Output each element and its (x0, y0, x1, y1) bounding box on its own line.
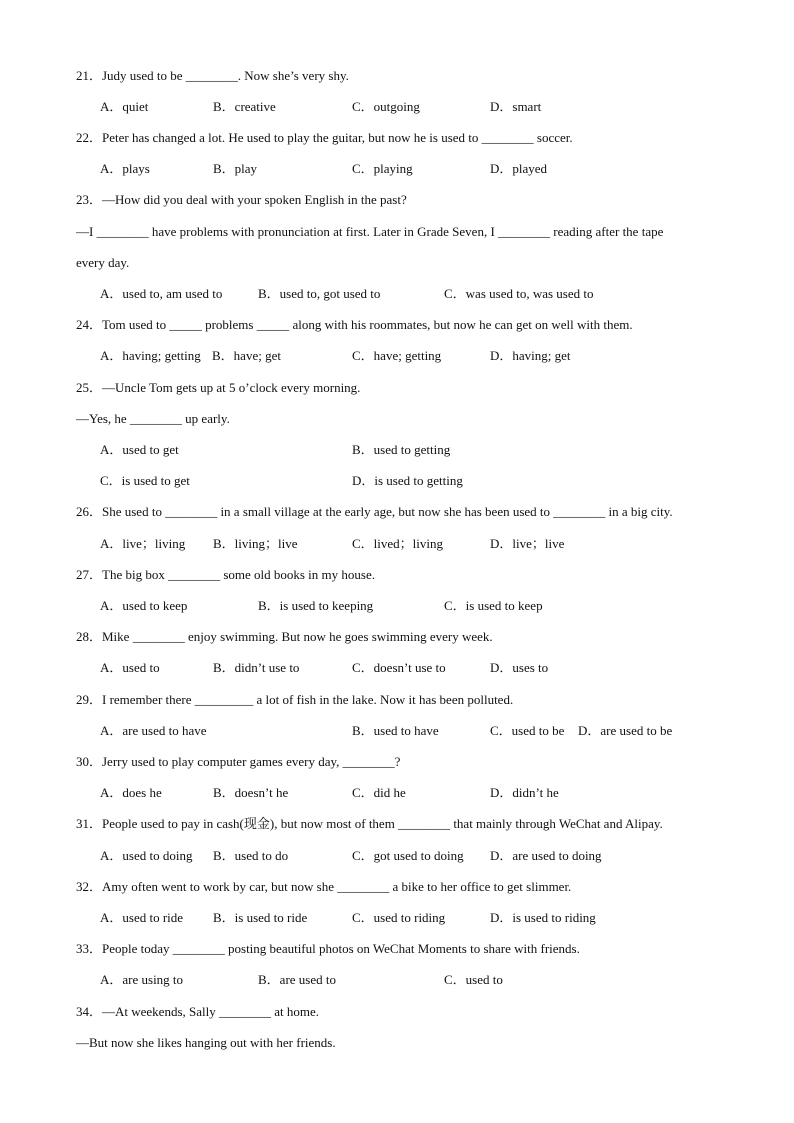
q24-option-a[interactable]: A．having; getting (100, 348, 201, 363)
question-32-stem: 32．Amy often went to work by car, but now she ________ a bike to her office to get slimmer. (76, 879, 572, 894)
question-26-stem: 26．She used to ________ in a small village at the early age, but now she has been used to ________ in a big city. (76, 504, 673, 519)
q33-option-a[interactable]: A．are using to (100, 972, 184, 987)
q25-option-d[interactable]: D．is used to getting (352, 473, 463, 488)
question-30-stem: 30．Jerry used to play computer games every day, ________? (76, 754, 401, 769)
q30-option-c[interactable]: C．did he (352, 785, 406, 800)
q25-option-c[interactable]: C．is used to get (100, 473, 190, 488)
q26-option-a[interactable]: A．live；living (100, 536, 186, 551)
q25-option-b[interactable]: B．used to getting (352, 442, 451, 457)
q30-option-d[interactable]: D．didn’t he (490, 785, 559, 800)
q25-option-a[interactable]: A．used to get (100, 442, 179, 457)
q24-option-c[interactable]: C．have; getting (352, 348, 442, 363)
q31-option-a[interactable]: A．used to doing (100, 848, 193, 863)
question-29-stem: 29．I remember there _________ a lot of fish in the lake. Now it has been polluted. (76, 692, 514, 707)
q30-option-b[interactable]: B．doesn’t he (213, 785, 289, 800)
q32-option-a[interactable]: A．used to ride (100, 910, 184, 925)
q23-option-c[interactable]: C．was used to, was used to (444, 286, 594, 301)
q22-option-a[interactable]: A．plays (100, 161, 150, 176)
question-34-stem: 34．—At weekends, Sally ________ at home. (76, 1004, 319, 1019)
q24-option-d[interactable]: D．having; get (490, 348, 571, 363)
q24-option-b[interactable]: B．have; get (212, 348, 281, 363)
q27-option-c[interactable]: C．is used to keep (444, 598, 543, 613)
question-25-stem: 25．—Uncle Tom gets up at 5 o’clock every morning. (76, 380, 361, 395)
q30-option-a[interactable]: A．does he (100, 785, 162, 800)
question-25-stem-line-2: —Yes, he ________ up early. (76, 411, 230, 426)
q28-option-b[interactable]: B．didn’t use to (213, 660, 300, 675)
q21-option-c[interactable]: C．outgoing (352, 99, 420, 114)
q29-option-b[interactable]: B．used to have (352, 723, 439, 738)
q32-option-b[interactable]: B．is used to ride (213, 910, 308, 925)
q23-option-b[interactable]: B．used to, got used to (258, 286, 381, 301)
q21-option-a[interactable]: A．quiet (100, 99, 149, 114)
q23-option-a[interactable]: A．used to, am used to (100, 286, 223, 301)
q28-option-d[interactable]: D．uses to (490, 660, 549, 675)
question-33-stem: 33．People today ________ posting beautiful photos on WeChat Moments to share with friends. (76, 941, 580, 956)
question-34-stem-line-2: —But now she likes hanging out with her friends. (76, 1035, 336, 1050)
q32-option-c[interactable]: C．used to riding (352, 910, 446, 925)
question-31-stem: 31．People used to pay in cash(现金), but now most of them ________ that mainly through WeChat and Alipay. (76, 816, 663, 831)
q28-option-c[interactable]: C．doesn’t use to (352, 660, 446, 675)
q27-option-a[interactable]: A．used to keep (100, 598, 188, 613)
question-28-stem: 28．Mike ________ enjoy swimming. But now he goes swimming every week. (76, 629, 493, 644)
q22-option-c[interactable]: C．playing (352, 161, 413, 176)
question-23-stem-line-3: every day. (76, 255, 130, 270)
q29-option-d[interactable]: D．are used to be (578, 723, 673, 738)
question-27-stem: 27．The big box ________ some old books in my house. (76, 567, 375, 582)
q31-option-b[interactable]: B．used to do (213, 848, 289, 863)
q33-option-c[interactable]: C．used to (444, 972, 503, 987)
q32-option-d[interactable]: D．is used to riding (490, 910, 596, 925)
question-21-stem: 21．Judy used to be ________. Now she’s very shy. (76, 68, 349, 83)
q26-option-c[interactable]: C．lived；living (352, 536, 444, 551)
q29-option-a[interactable]: A．are used to have (100, 723, 207, 738)
q33-option-b[interactable]: B．are used to (258, 972, 336, 987)
q22-option-d[interactable]: D．played (490, 161, 548, 176)
q22-option-b[interactable]: B．play (213, 161, 258, 176)
q31-option-c[interactable]: C．got used to doing (352, 848, 464, 863)
question-23-stem-line-2: —I ________ have problems with pronunciation at first. Later in Grade Seven, I ________ reading after the tape (76, 224, 664, 239)
q21-option-d[interactable]: D．smart (490, 99, 542, 114)
q31-option-d[interactable]: D．are used to doing (490, 848, 602, 863)
q21-option-b[interactable]: B．creative (213, 99, 276, 114)
question-22-stem: 22．Peter has changed a lot. He used to play the guitar, but now he is used to ________ soccer. (76, 130, 573, 145)
q26-option-b[interactable]: B．living；live (213, 536, 298, 551)
question-23-stem: 23．—How did you deal with your spoken English in the past? (76, 192, 407, 207)
q27-option-b[interactable]: B．is used to keeping (258, 598, 374, 613)
q29-option-c[interactable]: C．used to be (490, 723, 565, 738)
question-24-stem: 24．Tom used to _____ problems _____ along with his roommates, but now he can get on well with them. (76, 317, 633, 332)
q28-option-a[interactable]: A．used to (100, 660, 160, 675)
q26-option-d[interactable]: D．live；live (490, 536, 565, 551)
